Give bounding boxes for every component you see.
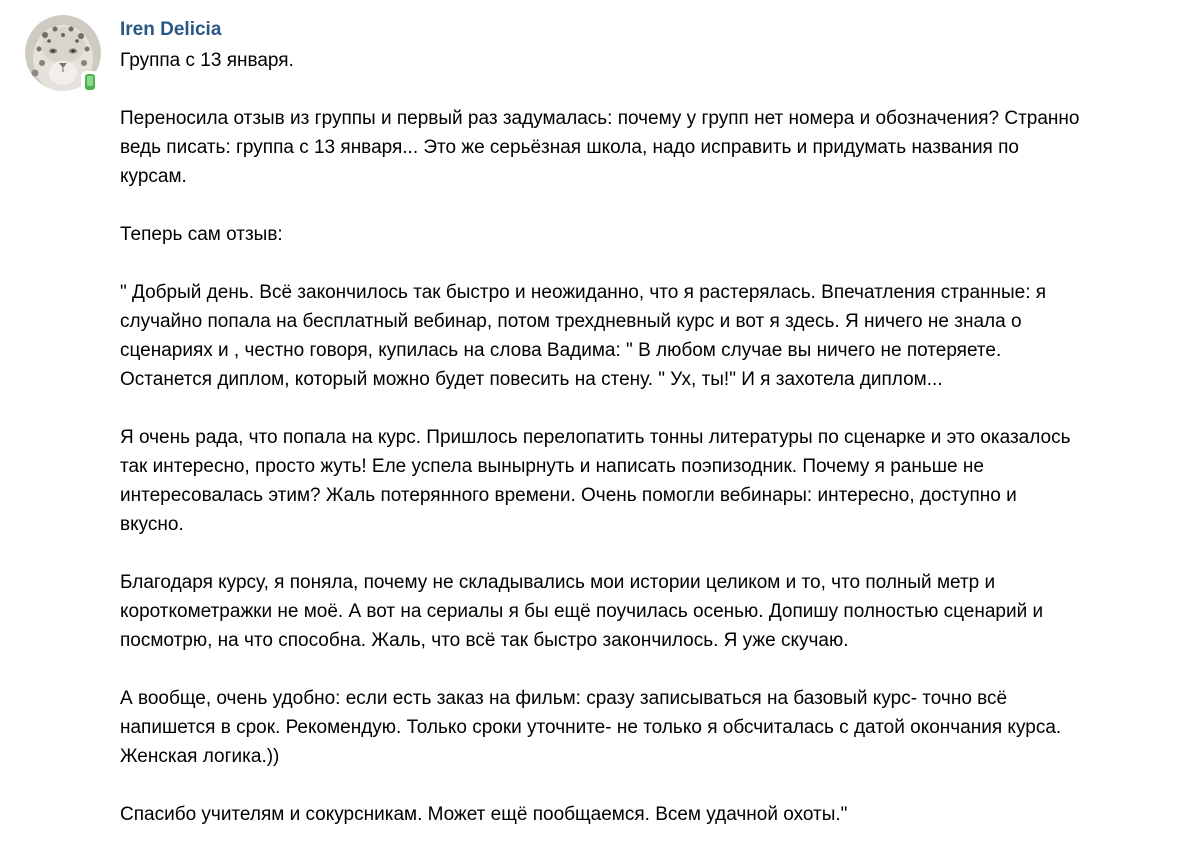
text-line: ведь писать: группа с 13 января... Это же серьёзная школа, надо исправить и придумать названия по (120, 137, 1019, 158)
paragraph-gap (120, 249, 1195, 278)
text-line: вкусно. (120, 514, 184, 535)
text-line: " Добрый день. Всё закончилось так быстро и неожиданно, что я растерялась. Впечатления странные: я (120, 282, 1047, 303)
text-line: Теперь сам отзыв: (120, 224, 283, 245)
post-text (120, 46, 1195, 829)
text-line: А вообще, очень удобно: если есть заказ на фильм: сразу записываться на базовый курс- точно всё (120, 688, 1008, 709)
text-line: Благодаря курсу, я поняла, почему не складывались мои истории целиком и то, что полный метр и (120, 572, 996, 593)
text-line: сценариях и , честно говоря, купилась на слова Вадима: " В любом случае вы ничего не потеряете. (120, 340, 1002, 361)
paragraph-gap (120, 771, 1195, 800)
author-name-link[interactable]: Iren Delicia (120, 19, 222, 40)
paragraph-gap (120, 539, 1195, 568)
paragraph-gap (120, 75, 1195, 104)
paragraph-gap (120, 655, 1195, 684)
text-line: Останется диплом, который можно будет повесить на стену. " Ух, ты!" И я захотела диплом... (120, 369, 943, 390)
text-line: так интересно, просто жуть! Еле успела вынырнуть и написать поэпизодник. Почему я раньше не (120, 456, 984, 477)
text-line: Я очень рада, что попала на курс. Пришлось перелопатить тонны литературы по сценарке и это оказалось (120, 427, 1071, 448)
text-line: посмотрю, на что способна. Жаль, что всё так быстро закончилось. Я уже скучаю. (120, 630, 849, 651)
paragraph-gap (120, 191, 1195, 220)
paragraph-gap (120, 394, 1195, 423)
text-line: случайно попала на бесплатный вебинар, потом трехдневный курс и вот я здесь. Я ничего не знала о (120, 311, 1022, 332)
text-line: короткометражки не моё. А вот на сериалы я бы ещё поучилась осенью. Допишу полностью сценарий и (120, 601, 1044, 622)
text-line: Переносила отзыв из группы и первый раз задумалась: почему у групп нет номера и обозначения? Странно (120, 108, 1080, 129)
text-line: напишется в срок. Рекомендую. Только сроки уточните- не только я обсчиталась с датой окончания курса. (120, 717, 1062, 738)
text-line: Женская логика.)) (120, 746, 280, 767)
author-avatar[interactable] (25, 15, 101, 91)
text-line: Спасибо учителям и сокурсникам. Может ещё пообщаемся. Всем удачной охоты." (120, 804, 848, 825)
mobile-online-icon (81, 71, 99, 93)
text-line: интересовалась этим? Жаль потерянного времени. Очень помогли вебинары: интересно, доступно и (120, 485, 1017, 506)
post-subtitle-line: Группа с 13 января. (120, 50, 294, 71)
text-line: курсам. (120, 166, 187, 187)
